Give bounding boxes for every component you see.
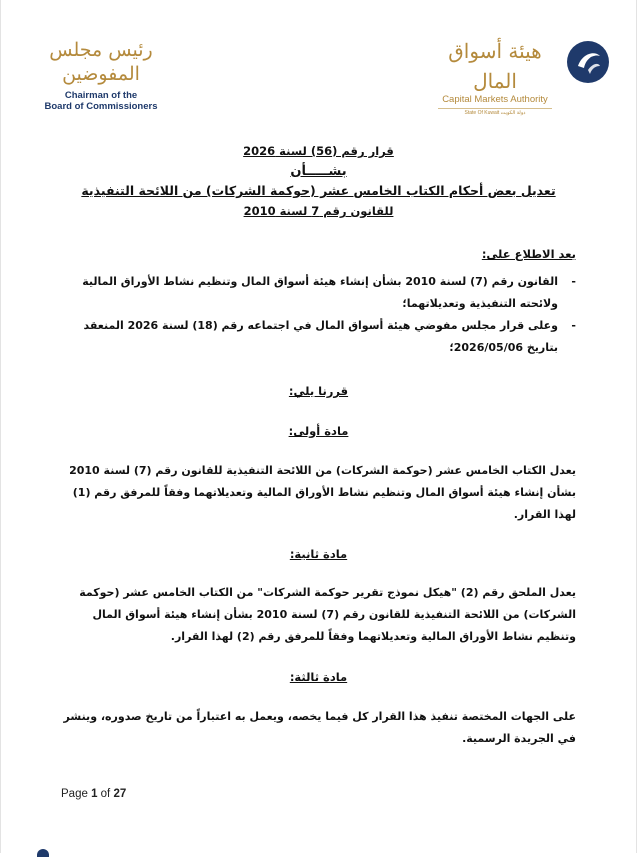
decision-subject: تعديل بعض أحكام الكتاب الخامس عشر (حوكمة الشركات) من اللائحة التنفيذية xyxy=(81,183,556,198)
chairman-header xyxy=(31,38,171,112)
page-number: Page 1 of 27 xyxy=(61,788,127,800)
preamble-item: - وعلى قرار مجلس مفوضي هيئة أسواق المال في اجتماعه رقم (18) لسنة 2026 المنعقد بتاريخ 2026/05/06؛ xyxy=(83,319,576,354)
cma-state-label: State Of Kuwait دولة الكويت xyxy=(438,108,552,116)
chairman-arabic-logo: رئيس مجلس المفوضين xyxy=(49,39,153,85)
article-2-text: يعدل الملحق رقم (2) "هيكل نموذج تقرير حوكمة الشركات" من الكتاب الخامس عشر (حوكمة الشركات) من اللائحة التنفيذية للقانون رقم (7) لسنة 2010 بشأن إنشاء هيئة أسواق المال وتنظيم نشاط الأوراق المالية وتعديلاتهما وفقاً للمرفق رقم (2) لهذا القرار. xyxy=(79,586,576,643)
decided-heading: قررنا يلي: xyxy=(288,384,349,398)
article-3-text: على الجهات المختصة تنفيذ هذا القرار كل فيما يخصه، ويعمل به اعتباراً من تاريخ صدوره، وينشر في الجريدة الرسمية. xyxy=(63,710,576,745)
regarding-label: بشـــــأن xyxy=(290,164,347,179)
cma-name-en: Capital Markets Authority xyxy=(442,94,548,105)
chairman-title-en: Chairman of the Board of Commissioners xyxy=(44,90,158,112)
article-3-heading-wrap xyxy=(61,666,576,688)
article-heading: مادة أولى: xyxy=(288,424,349,438)
preamble-item: - القانون رقم (7) لسنة 2010 بشأن إنشاء هيئة أسواق المال وتنظيم نشاط الأوراق المالية ولائحته التنفيذية وتعديلاتهما؛ xyxy=(82,275,576,310)
article-2-heading-wrap xyxy=(61,543,576,565)
article-1-text: يعدل الكتاب الخامس عشر (حوكمة الشركات) من اللائحة التنفيذية للقانون رقم (7) لسنة 2010 بشأن إنشاء هيئة أسواق المال وتنظيم نشاط الأوراق المالية وتعديلاتهما وفقاً للمرفق رقم (1) لهذا القرار. xyxy=(69,464,576,521)
preamble-heading: بعد الاطلاع على: xyxy=(481,247,576,261)
article-1-heading-wrap xyxy=(61,420,576,442)
decided-section xyxy=(61,380,576,402)
cma-emblem-icon xyxy=(566,40,610,84)
decision-title xyxy=(61,142,576,220)
corner-logo-fragment xyxy=(37,849,49,857)
decision-number: قرار رقم (56) لسنة 2026 xyxy=(243,144,394,158)
article-heading: مادة ثانية: xyxy=(289,547,348,561)
cma-header xyxy=(430,36,610,116)
preamble xyxy=(61,243,576,359)
decision-law-ref: للقانون رقم 7 لسنة 2010 xyxy=(243,204,394,218)
cma-arabic-logo: هيئة أسواق المال xyxy=(448,39,542,93)
article-heading: مادة ثالثة: xyxy=(289,670,348,684)
